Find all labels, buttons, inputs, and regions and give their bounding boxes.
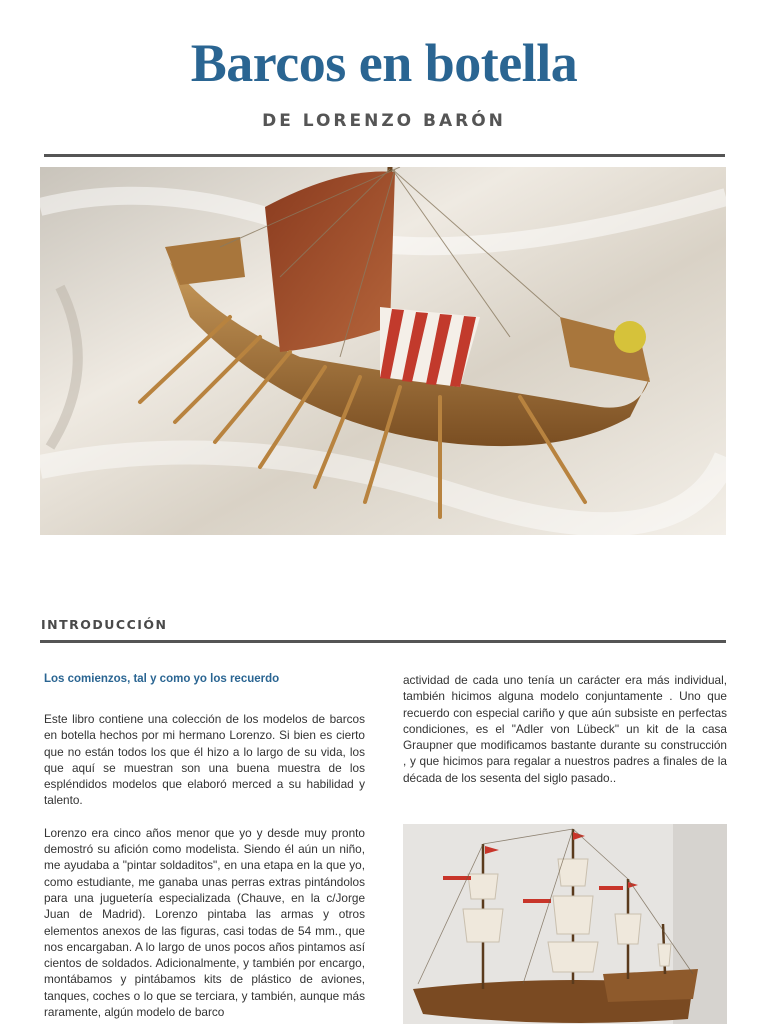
section-heading: INTRODUCCIÓN [41,617,168,632]
author-line: DE LORENZO BARÓN [262,111,506,131]
hero-ship-in-bottle-photo [40,167,726,535]
paragraph-childhood: Lorenzo era cinco años menor que yo y desde muy pronto demostró su afición como modelista. Siendo él aún un niño, me ayudaba a "pintar soldaditos", en una etapa en la que yo, como estudiante, me ganaba unas perras extras pintándolos para una juguetería especializada (Chauve, en la c/Jorge Juan de Madrid). Lorenzo pintaba las armas y otros elementos anexos de las figuras, casi todas de 54 mm., que nos encargaban. A lo largo de unos pocos años pintamos así cientos de soldados. Adicionalmente, y también por encargo, montábamos y pintábamos kits de plástico de aviones, tanques, coches o lo que se terciara, y también, aunque más raramente, algún modelo de barco [44,825,365,1020]
right-column [403,672,727,786]
book-title: Barcos en botella [190,33,578,93]
paragraph-continuation: actividad de cada uno tenía un carácter era más individual, también hicimos alguna modelo conjuntamente . Uno que recuerdo con especial cariño y que aún subsiste en perfectas condiciones, es el "Adler von Lübeck" un kit de la casa Graupner que modificamos bastante durante su construcción , y que hicimos para regalar a nuestros padres a finales de la década de los sesenta del siglo pasado.. [403,673,727,785]
left-column [44,670,365,1024]
paragraph-intro: Este libro contiene una colección de los modelos de barcos en botella hechos por mi hermano Lorenzo. Si bien es cierto que no están todos los que él hizo a lo largo de su vida, los que aquí se muestran son una buena muestra de los espléndidos modelos que elaboró merced a su habilidad y talento. [44,712,365,808]
galleon-model-photo [403,824,727,1024]
article-subheading: Los comienzos, tal y como yo los recuerdo [44,673,280,685]
section-divider [40,640,726,643]
header-divider [44,154,725,157]
